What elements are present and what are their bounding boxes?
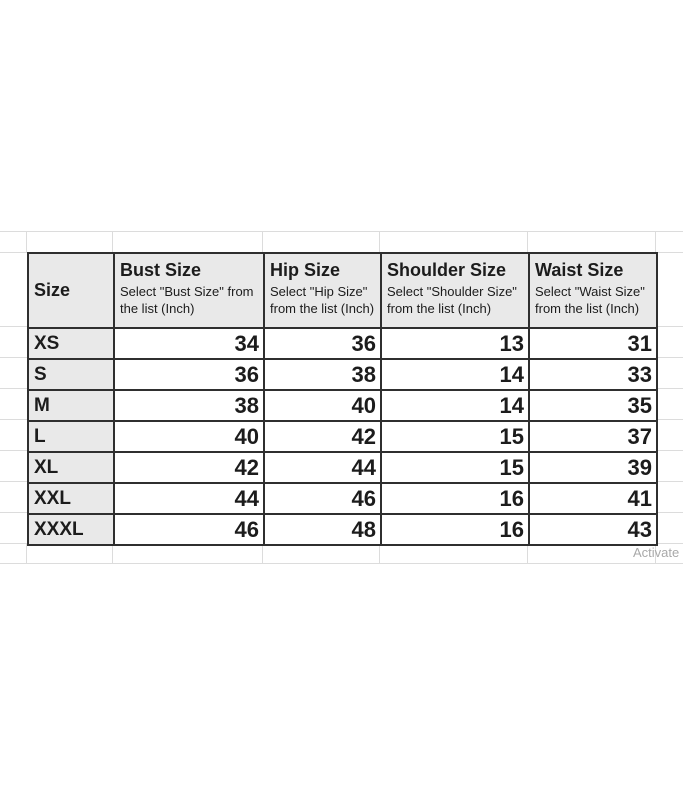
- gridline: [0, 419, 27, 420]
- gridline: [656, 357, 683, 358]
- column-title: Hip Size: [270, 260, 341, 280]
- gridline: [0, 450, 27, 451]
- column-title: Size: [34, 279, 71, 300]
- size-label-cell[interactable]: XS: [28, 328, 114, 359]
- waist-value-cell[interactable]: 37: [529, 421, 657, 452]
- shoulder-value-cell[interactable]: 16: [381, 483, 529, 514]
- gridline: [379, 543, 380, 563]
- bust-value-cell[interactable]: 42: [114, 452, 264, 483]
- gridline: [0, 357, 27, 358]
- bust-value-cell[interactable]: 46: [114, 514, 264, 545]
- gridline: [0, 326, 27, 327]
- column-title: Shoulder Size: [387, 260, 507, 280]
- table-row: [28, 390, 657, 421]
- gridline: [656, 252, 683, 253]
- gridline: [26, 231, 27, 252]
- gridline: [656, 326, 683, 327]
- gridline: [26, 543, 27, 563]
- header-cell-size[interactable]: [28, 253, 114, 328]
- hip-value-cell[interactable]: 40: [264, 390, 381, 421]
- bust-value-cell[interactable]: 34: [114, 328, 264, 359]
- activate-windows-watermark: Activate: [633, 545, 680, 560]
- shoulder-value-cell[interactable]: 16: [381, 514, 529, 545]
- hip-value-cell[interactable]: 42: [264, 421, 381, 452]
- size-label-cell[interactable]: M: [28, 390, 114, 421]
- header-cell-bust[interactable]: [114, 253, 264, 328]
- table-row: [28, 421, 657, 452]
- table-row: [28, 514, 657, 545]
- gridline: [656, 388, 683, 389]
- column-subtitle: Select "Shoulder Size" from the list (Inch): [387, 284, 517, 316]
- table-header: [28, 253, 657, 328]
- size-label-cell[interactable]: XL: [28, 452, 114, 483]
- gridline: [527, 543, 528, 563]
- gridline: [379, 231, 380, 252]
- bust-value-cell[interactable]: 44: [114, 483, 264, 514]
- table-row: [28, 359, 657, 390]
- column-subtitle: Select "Hip Size" from the list (Inch): [270, 284, 375, 316]
- gridline: [656, 543, 683, 544]
- gridline: [0, 563, 683, 564]
- gridline: [656, 419, 683, 420]
- gridline: [262, 231, 263, 252]
- gridline: [262, 543, 263, 563]
- table-row: [28, 452, 657, 483]
- gridline: [656, 512, 683, 513]
- size-label-cell[interactable]: XXL: [28, 483, 114, 514]
- waist-value-cell[interactable]: 31: [529, 328, 657, 359]
- gridline: [0, 481, 27, 482]
- shoulder-value-cell[interactable]: 13: [381, 328, 529, 359]
- column-title: Waist Size: [535, 260, 624, 280]
- shoulder-value-cell[interactable]: 14: [381, 359, 529, 390]
- hip-value-cell[interactable]: 38: [264, 359, 381, 390]
- column-subtitle: Select "Waist Size" from the list (Inch): [535, 284, 645, 316]
- table-row: [28, 483, 657, 514]
- size-label-cell[interactable]: L: [28, 421, 114, 452]
- hip-value-cell[interactable]: 36: [264, 328, 381, 359]
- gridline: [112, 231, 113, 252]
- header-cell-shoulder[interactable]: [381, 253, 529, 328]
- bust-value-cell[interactable]: 38: [114, 390, 264, 421]
- gridline: [0, 512, 27, 513]
- gridline: [655, 231, 656, 252]
- waist-value-cell[interactable]: 43: [529, 514, 657, 545]
- gridline: [0, 252, 27, 253]
- gridline: [527, 231, 528, 252]
- header-cell-hip[interactable]: [264, 253, 381, 328]
- waist-value-cell[interactable]: 33: [529, 359, 657, 390]
- gridline: [656, 481, 683, 482]
- bust-value-cell[interactable]: 40: [114, 421, 264, 452]
- waist-value-cell[interactable]: 39: [529, 452, 657, 483]
- column-subtitle: Select "Bust Size" from the list (Inch): [120, 284, 254, 316]
- bust-value-cell[interactable]: 36: [114, 359, 264, 390]
- gridline: [0, 231, 683, 232]
- header-row: [28, 253, 657, 328]
- hip-value-cell[interactable]: 48: [264, 514, 381, 545]
- hip-value-cell[interactable]: 46: [264, 483, 381, 514]
- shoulder-value-cell[interactable]: 14: [381, 390, 529, 421]
- gridline: [656, 450, 683, 451]
- size-label-cell[interactable]: S: [28, 359, 114, 390]
- hip-value-cell[interactable]: 44: [264, 452, 381, 483]
- shoulder-value-cell[interactable]: 15: [381, 452, 529, 483]
- gridline: [0, 543, 27, 544]
- column-title: Bust Size: [120, 260, 202, 280]
- header-cell-waist[interactable]: [529, 253, 657, 328]
- gridline: [112, 543, 113, 563]
- waist-value-cell[interactable]: 41: [529, 483, 657, 514]
- gridline: [0, 388, 27, 389]
- table-row: [28, 328, 657, 359]
- table-body: [28, 328, 657, 545]
- size-chart-table: [27, 252, 658, 546]
- size-label-cell[interactable]: XXXL: [28, 514, 114, 545]
- waist-value-cell[interactable]: 35: [529, 390, 657, 421]
- shoulder-value-cell[interactable]: 15: [381, 421, 529, 452]
